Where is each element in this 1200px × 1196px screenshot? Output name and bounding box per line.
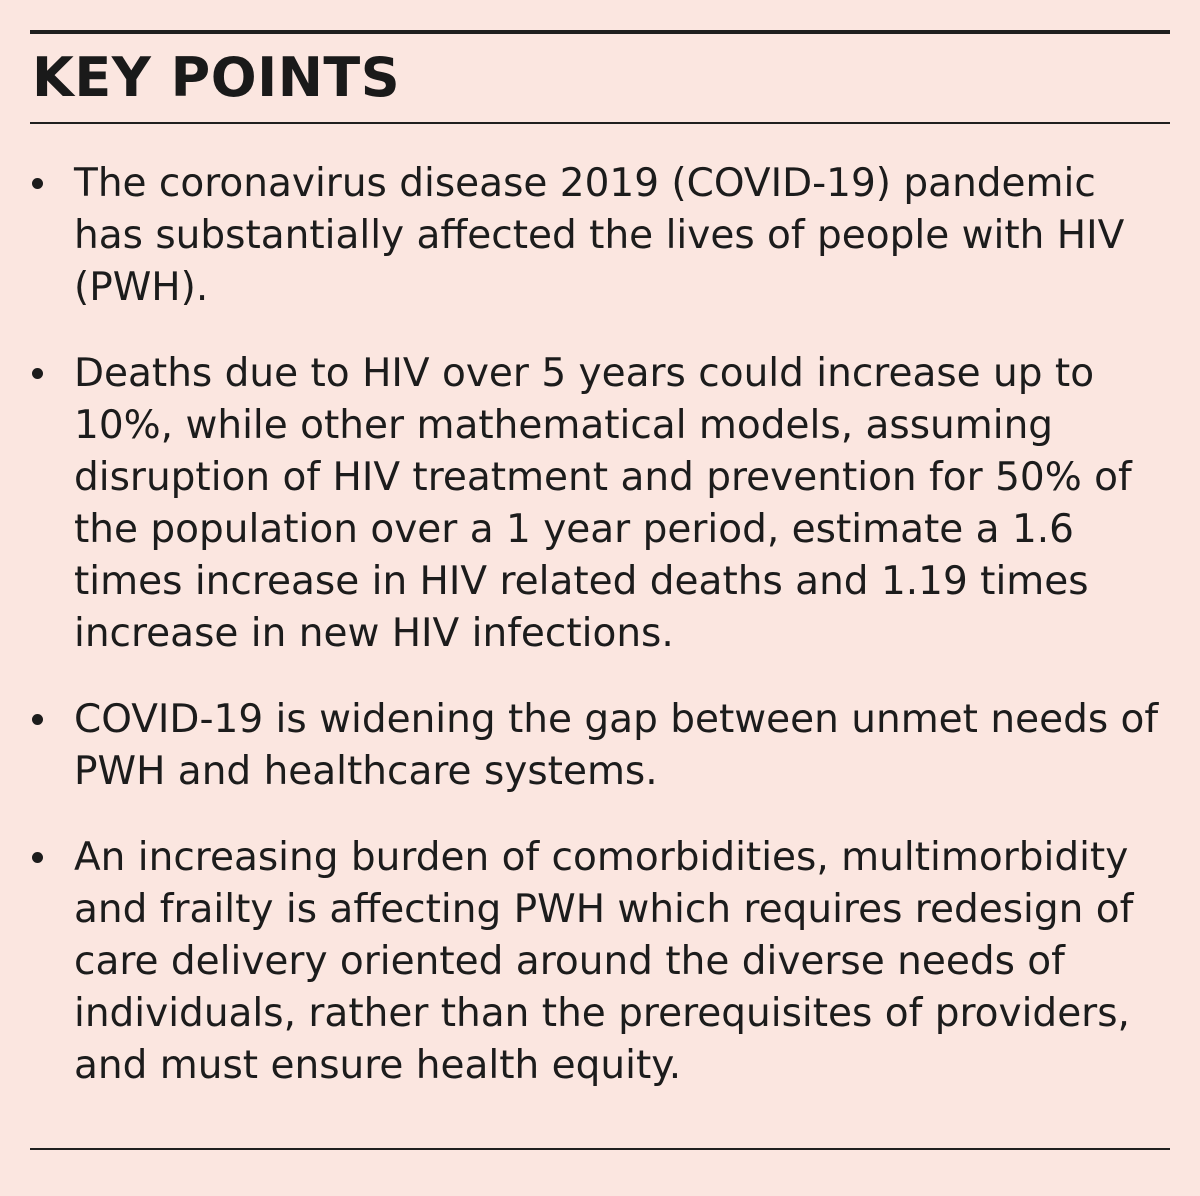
key-point-item xyxy=(30,158,1160,314)
key-point-item xyxy=(30,348,1160,660)
top-rule xyxy=(30,30,1170,34)
key-points-heading: KEY POINTS xyxy=(32,46,401,109)
key-points-list xyxy=(30,158,1160,1126)
heading-rule xyxy=(30,122,1170,124)
bullet-icon xyxy=(32,852,43,863)
bullet-icon xyxy=(32,714,43,725)
key-point-text: Deaths due to HIV over 5 years could increase up to 10%, while other mathematical models, assuming disruption of HIV treatment and prevention for 50% of the population over a 1 year period, estimate a 1.6 times increase in HIV related deaths and 1.19 times increase in new HIV infections. xyxy=(74,351,1132,656)
key-point-text: An increasing burden of comorbidities, multimorbidity and frailty is affecting PWH which requires redesign of care delivery oriented around the diverse needs of individuals, rather than the prerequisites of providers, and must ensure health equity. xyxy=(74,835,1134,1088)
bullet-icon xyxy=(32,178,43,189)
bottom-rule xyxy=(30,1148,1170,1150)
key-point-text: The coronavirus disease 2019 (COVID-19) pandemic has substantially affected the lives of people with HIV (PWH). xyxy=(74,161,1125,310)
key-point-text: COVID-19 is widening the gap between unmet needs of PWH and healthcare systems. xyxy=(74,697,1159,794)
bullet-icon xyxy=(32,368,43,379)
key-point-item xyxy=(30,694,1160,798)
key-point-item xyxy=(30,832,1160,1092)
